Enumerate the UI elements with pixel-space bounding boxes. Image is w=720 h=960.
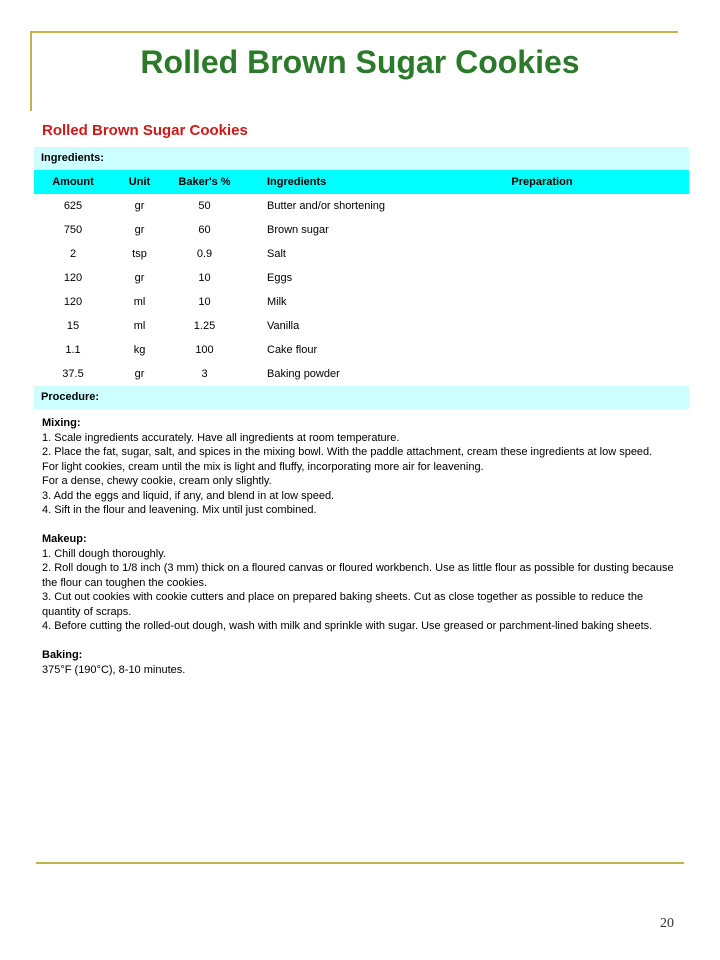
page-number: 20 (660, 916, 674, 931)
procedure-line: 375°F (190°C), 8-10 minutes. (42, 663, 186, 676)
cell-amount: 15 (66, 320, 80, 332)
cell-preparation (422, 290, 642, 314)
section-spacer (42, 634, 682, 649)
table-row (34, 290, 689, 314)
cell-bakers-percent: 100 (195, 344, 214, 356)
table-row (34, 362, 689, 386)
procedure-line: 1. Chill dough thoroughly. (42, 547, 166, 560)
cell-preparation (422, 362, 642, 386)
procedure-label: Procedure: (34, 386, 689, 409)
procedure-line: For a dense, chewy cookie, cream only slightly. (42, 475, 272, 487)
procedure-line: 4. Sift in the flour and leavening. Mix until just combined. (42, 504, 317, 516)
procedure-line: 2. Roll dough to 1/8 inch (3 mm) thick on a floured canvas or floured workbench. Use as little flour as possible for dusting because the flour can toughen the cookies. (42, 562, 674, 589)
cell-unit: ml (133, 296, 146, 308)
cell-bakers-percent: 1.25 (193, 320, 216, 332)
cell-amount: 625 (63, 200, 83, 212)
procedure-section-title: Makeup: (42, 533, 87, 545)
cell-ingredient: Butter and/or shortening (267, 200, 386, 212)
procedure-line: 2. Place the fat, sugar, salt, and spices in the mixing bowl. With the paddle attachment, cream these ingredients at low speed. (42, 446, 653, 458)
procedure-line: 3. Add the eggs and liquid, if any, and blend in at low speed. (42, 489, 335, 502)
cell-unit: kg (133, 344, 146, 356)
cell-unit: gr (134, 200, 145, 212)
cell-amount: 1.1 (65, 344, 81, 356)
procedure-line: 4. Before cutting the rolled-out dough, wash with milk and sprinkle with sugar. Use greased or parchment-lined baking sheets. (42, 620, 653, 632)
procedure-line: 3. Cut out cookies with cookie cutters and place on prepared baking sheets. Cut as close together as possible to reduce the quantity of scraps. (42, 591, 644, 618)
cell-bakers-percent: 3 (201, 368, 208, 380)
procedure-section-title: Baking: (42, 649, 83, 661)
cell-ingredient: Cake flour (267, 344, 318, 356)
ingredients-table (34, 147, 689, 409)
cell-ingredient: Salt (267, 248, 286, 260)
column-header-unit: Unit (128, 176, 151, 188)
table-row (34, 338, 689, 362)
frame-bottom-border (36, 862, 684, 864)
recipe-title: Rolled Brown Sugar Cookies (42, 122, 248, 139)
cell-amount: 120 (63, 296, 83, 308)
cell-ingredient: Milk (267, 296, 287, 308)
column-header-bakers-percent: Baker's % (178, 176, 231, 188)
column-header-preparation: Preparation (511, 176, 573, 188)
cell-amount: 120 (63, 272, 83, 284)
cell-preparation (422, 266, 642, 290)
cell-preparation (422, 218, 642, 242)
slide-title: Rolled Brown Sugar Cookies (140, 44, 580, 80)
table-body (34, 194, 689, 386)
column-header-amount: Amount (52, 176, 94, 188)
cell-amount: 37.5 (62, 368, 84, 380)
cell-unit: gr (134, 224, 145, 236)
procedure-section-title: Mixing: (42, 417, 81, 429)
table-row (34, 218, 689, 242)
cell-bakers-percent: 10 (198, 272, 211, 284)
cell-ingredient: Baking powder (267, 368, 340, 380)
cell-bakers-percent: 50 (198, 200, 211, 212)
table-row (34, 242, 689, 266)
cell-bakers-percent: 60 (198, 224, 211, 236)
cell-preparation (422, 338, 642, 362)
table-row (34, 266, 689, 290)
cell-amount: 750 (63, 224, 83, 236)
frame-top-border (30, 31, 678, 33)
cell-bakers-percent: 10 (198, 296, 211, 308)
cell-ingredient: Eggs (267, 272, 293, 284)
cell-ingredient: Vanilla (267, 320, 300, 332)
cell-unit: ml (133, 320, 146, 332)
cell-preparation (422, 194, 642, 218)
column-header-ingredients: Ingredients (267, 176, 327, 188)
cell-unit: tsp (132, 248, 147, 260)
ingredients-label: Ingredients: (34, 147, 689, 170)
cell-preparation (422, 314, 642, 338)
cell-unit: gr (134, 272, 145, 284)
cell-bakers-percent: 0.9 (196, 248, 213, 260)
table-header-row (34, 170, 689, 194)
procedure-line: For light cookies, cream until the mix is light and fluffy, incorporating more air for leavening. (42, 460, 484, 473)
cell-ingredient: Brown sugar (267, 224, 329, 236)
cell-preparation (422, 242, 642, 266)
table-row (34, 314, 689, 338)
table-row (34, 194, 689, 218)
cell-unit: gr (134, 368, 145, 380)
procedure-text (42, 416, 682, 677)
cell-amount: 2 (69, 248, 77, 260)
section-spacer (42, 518, 682, 533)
procedure-line: 1. Scale ingredients accurately. Have all ingredients at room temperature. (42, 431, 400, 444)
